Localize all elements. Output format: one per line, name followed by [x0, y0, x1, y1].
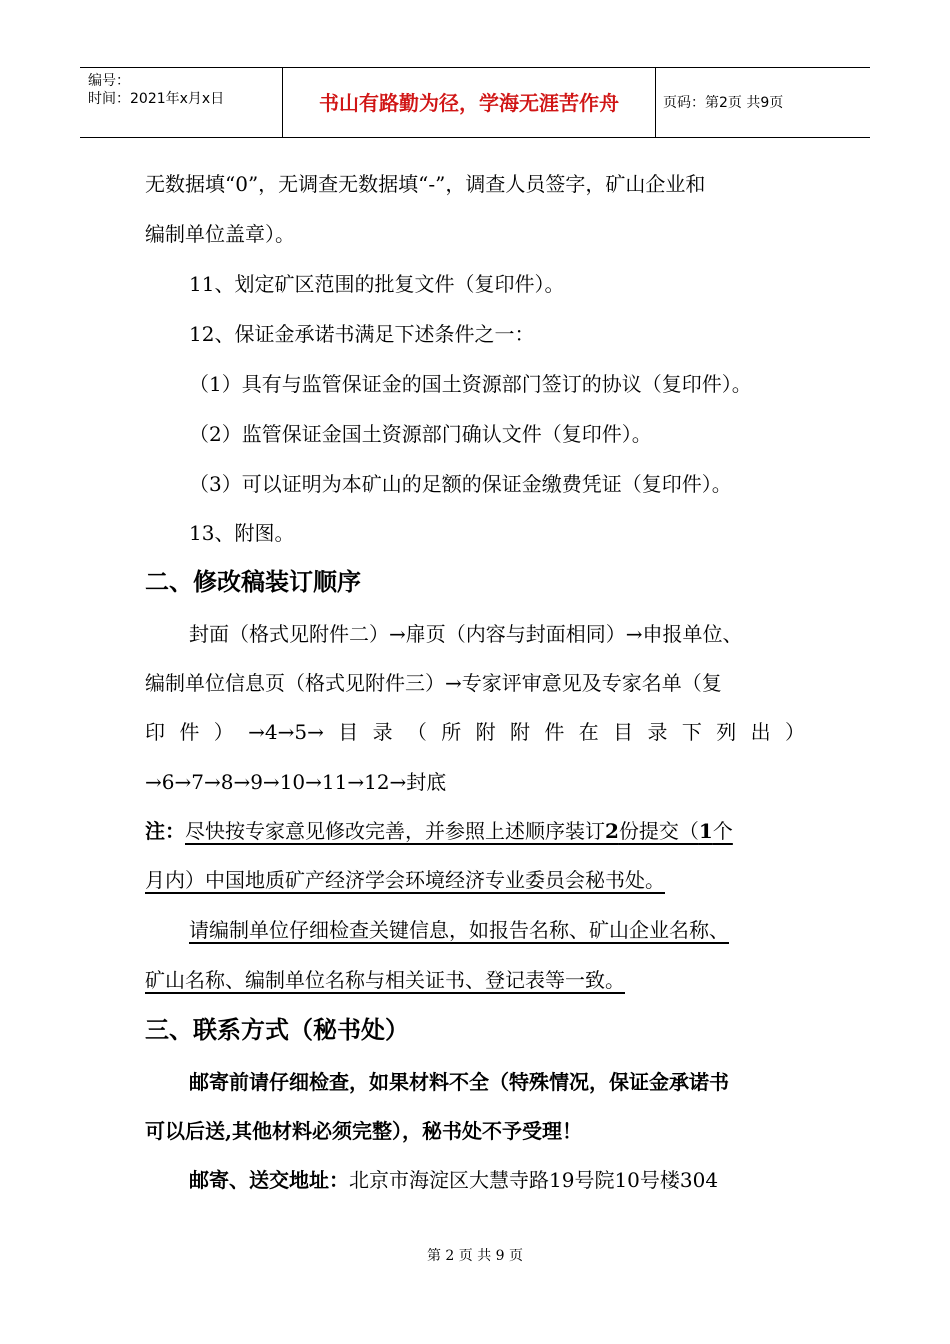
header-motto-cell [282, 68, 656, 137]
address-label: 邮寄、送交地址： [189, 1168, 349, 1192]
note-text-1e: 个 [712, 819, 733, 843]
note-text-1c: 份提交（ [618, 819, 699, 843]
binding-order-line-1: 封面（格式见附件二）→扉页（内容与封面相同）→申报单位、 [189, 622, 743, 646]
note-text-1a: 尽快按专家意见修改完善，并参照上述顺序装订 [185, 819, 605, 843]
address-line [189, 1166, 718, 1194]
body-line-2: 编制单位盖章）。 [145, 222, 295, 246]
check-line-1 [189, 916, 729, 944]
note-line-1 [145, 817, 733, 845]
section-2-heading: 二、修改稿装订顺序 [145, 568, 361, 596]
check-text-1: 请编制单位仔细检查关键信息，如报告名称、矿山企业名称、 [189, 918, 729, 942]
mail-warning-line-2: 可以后送,其他材料必须完整），秘书处不予受理！ [145, 1119, 582, 1143]
header-motto: 书山有路勤为径，学海无涯苦作舟 [319, 91, 619, 115]
address-value: 北京市海淀区大慧寺路19号院10号楼304 [349, 1168, 719, 1192]
condition-3: （3）可以证明为本矿山的足额的保证金缴费凭证（复印件）。 [189, 472, 732, 496]
header-meta-cell [80, 68, 282, 137]
mail-warning-line-1: 邮寄前请仔细检查，如果材料不全（特殊情况，保证金承诺书 [189, 1070, 729, 1094]
list-item-12: 12、保证金承诺书满足下述条件之一： [189, 322, 535, 346]
body-line-1: 无数据填“0”，无调查无数据填“-”，调查人员签字，矿山企业和 [145, 172, 706, 196]
note-line-2 [145, 866, 665, 894]
header-page-info: 页码：第2页 共9页 [663, 95, 784, 111]
note-text-1 [185, 819, 733, 843]
note-label: 注： [145, 819, 185, 843]
section-3-heading: 三、联系方式（秘书处） [145, 1016, 409, 1044]
check-line-2 [145, 966, 625, 994]
condition-1: （1）具有与监管保证金的国土资源部门签订的协议（复印件）。 [189, 372, 752, 396]
condition-2: （2）监管保证金国土资源部门确认文件（复印件）。 [189, 422, 652, 446]
doc-date-label: 时间：2021年x月x日 [88, 91, 225, 107]
list-item-11: 11、划定矿区范围的批复文件（复印件）。 [189, 272, 565, 296]
binding-order-line-4: →6→7→8→9→10→11→12→封底 [145, 770, 447, 794]
doc-number-label: 编号： [88, 73, 130, 89]
page-header [80, 67, 870, 138]
header-page-cell [655, 68, 870, 137]
binding-order-line-3: 印件）→4→5→目录（所附附件在目录下列出） [145, 720, 805, 744]
check-text-2: 矿山名称、编制单位名称与相关证书、登记表等一致。 [145, 968, 625, 992]
list-item-13: 13、附图。 [189, 521, 295, 545]
page-footer: 第 2 页 共 9 页 [426, 1248, 524, 1264]
note-months: 1 [698, 819, 713, 843]
note-copies: 2 [605, 819, 619, 843]
note-text-2: 月内）中国地质矿产经济学会环境经济专业委员会秘书处。 [145, 868, 665, 892]
binding-order-line-2: 编制单位信息页（格式见附件三）→专家评审意见及专家名单（复 [145, 671, 722, 695]
